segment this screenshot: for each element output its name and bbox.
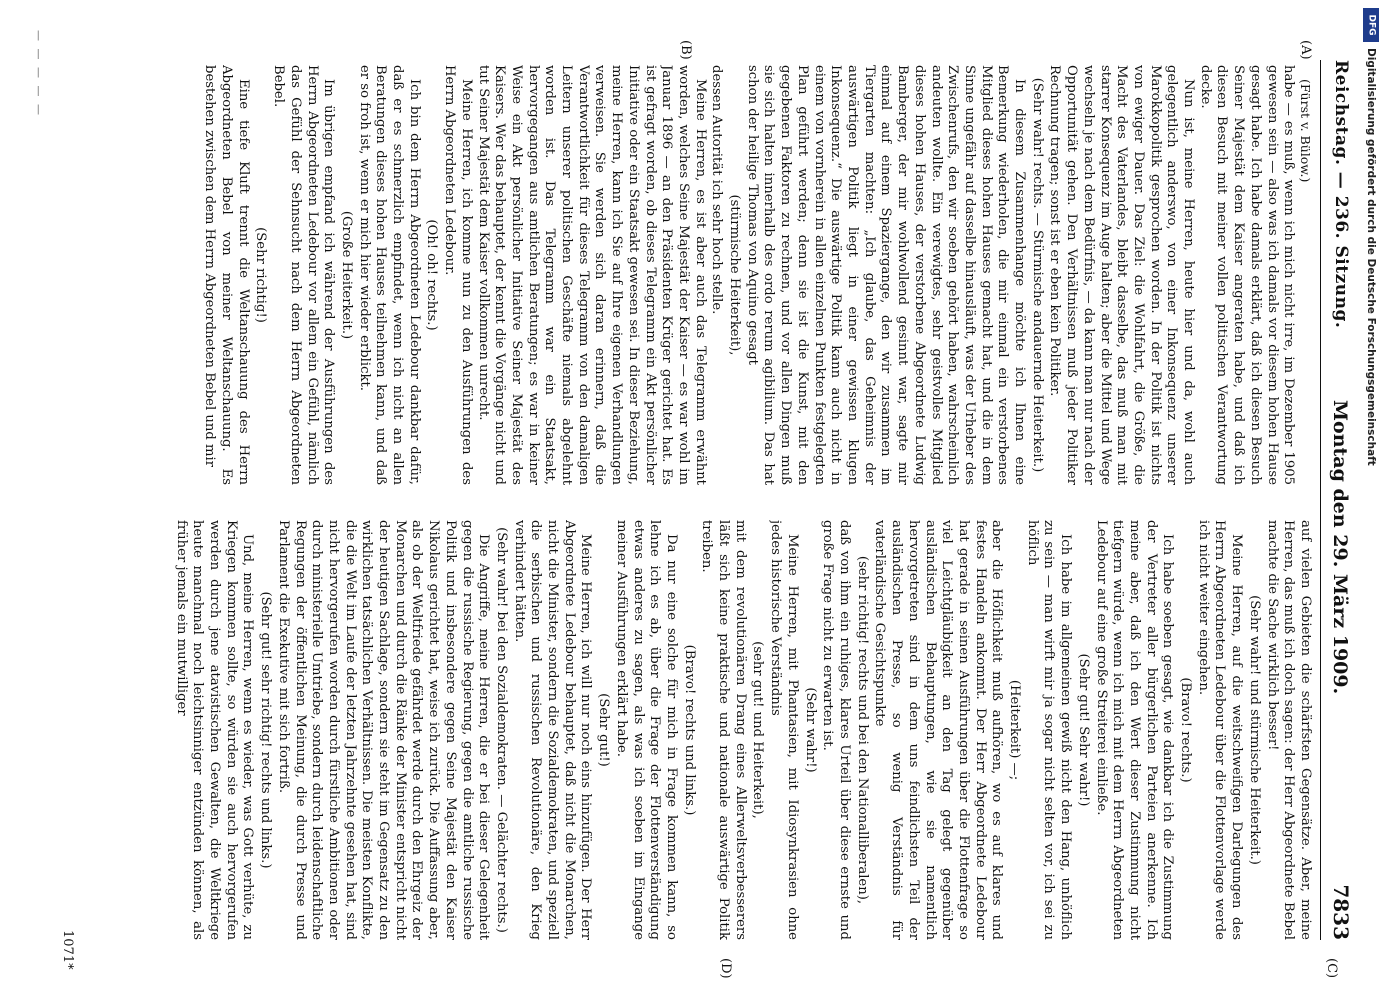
paragraph: Meine Herren, es ist aber auch das Telegramm erwähnt worden, welches Seine Majestät der Kaiser — es war wohl im Januar 1896 — an den Präsidenten Krüger gerichtet hat. Es ist gefragt worden, ob dieses Telegramm ein Akt persönlicher Initiative oder ein Staatsakt gewesen sei. In dieser Beziehung, meine Herren, kann ich Sie auf Ihre eigenen Verhandlungen verweisen. Sie werden sich daran erinnern, daß die Verantwortlichkeit für dieses Telegramm von den damaligen Leitern unserer politischen Geschäfte niemals abgelehnt worden ist. Das Telegramm war ein Staatsakt, hervorgegangen aus amtlichen Beratungen; es war in keiner Weise ein Akt persönlicher Initiative Seiner Majestät des Kaisers. Wer das behauptet, der kennt die Vorgänge nicht und tut Seiner Majestät dem Kaiser vollkommen unrecht. bbox=[475, 65, 708, 485]
paragraph: dessen Autorität ich sehr hoch stelle. bbox=[709, 65, 725, 315]
paragraph: aber die Höflichkeit muß aufhören, wo es auf klares und festes Handeln ankommt. Der Herr Abgeordnete Ledebour hat gerade in seinen Ausführungen über die Flottenfrage so viel Leichtgläubigkeit an den Tag gelegt gegenüber ausländischen Behauptungen, wie sie namentlich hervorgetreten sind in dem uns feindlichsten Teil der ausländischen Presse, so wenig Verständnis für vaterländische Gesichtspunkte bbox=[872, 520, 1005, 940]
digitization-notice bbox=[1363, 48, 1379, 708]
margin-marker-b: (B) bbox=[678, 40, 693, 60]
reaction: (Sehr gut! Sehr wahr!) bbox=[1075, 653, 1091, 807]
reaction: (Sehr richtig!) bbox=[253, 227, 269, 323]
paragraph: auf vielen Gebieten die schärfsten Gegensätze. Aber, meine Herren, das muß ich doch sagen: der Herr Abgeordnete Bebel machte die Sache wirklich besser! bbox=[1264, 520, 1313, 940]
page-header bbox=[1320, 60, 1355, 940]
paragraph: Meine Herren, ich komme nun zu den Ausführungen des Herrn Abgeordneten Ledebour. bbox=[442, 65, 474, 485]
margin-marker-d: (D) bbox=[718, 958, 733, 979]
paragraph: habe — es muß, wenn ich mich nicht irre, im Dezember 1905 gewesen sein — also was ich damals vor diesem hohen Hause gesagt habe. Ich habe damals erklärt, daß ich diesen Besuch Seiner Majestät dem Kaiser angeraten habe, und daß ich diesen Besuch mit meiner vollen politischen Verantwortung decke. bbox=[1197, 65, 1297, 485]
paragraph: Im übrigen empfand ich während der Ausführungen des Herrn Abgeordneten Ledebour vor allem ein Gefühl, nämlich das Gefühl der Sehnsucht nach dem Herrn Abgeordneten Bebel. bbox=[271, 65, 337, 485]
reaction: (Sehr wahr! rechts. — Stürmische andauernde Heiterkeit.) bbox=[1029, 77, 1045, 473]
reaction: (Sehr gut! sehr richtig! rechts und links.) bbox=[258, 591, 274, 869]
reaction: (Oh! oh! rechts.) bbox=[424, 219, 440, 331]
paragraph: Meine Herren, auf die weitschweifigen Darlegungen des Herrn Abgeordneten Ledebour über die Flottenvorlage werde ich nicht weiter eingehen. bbox=[1195, 520, 1245, 940]
reaction: (Sehr wahr! und stürmische Heiterkeit.) bbox=[1246, 595, 1262, 865]
reaction: (Heiterkeit) —; bbox=[1007, 679, 1023, 781]
reaction: (Große Heiterkeit.) bbox=[338, 210, 354, 340]
speaker-label: (Fürst v. Bülow.) bbox=[1298, 79, 1313, 183]
left-column bbox=[68, 65, 1313, 485]
paragraph: Da nur eine solche für mich in Frage kommen kann, so lehne ich es ab, über die Frage der Flottenverständigung etwas anderes zu sagen, als was ich soeben im Eingange meiner Ausführungen erklärt habe. bbox=[613, 520, 679, 940]
paragraph: Die Angriffe, meine Herren, die er bei dieser Gelegenheit gegen die russische Regierung, gegen die amtliche russische Politik und insbesondere gegen Seine Majestät den Kaiser Nikolaus gerichtet hat, weise ich zurück. Die Auffassung aber, als ob der Weltfriede gefährdet werde durch den Ehrgeiz der Monarchen und durch die Ränke der Minister entspricht nicht der heutigen Sachlage, sondern sie steht im Gegensatz zu den wirklichen tatsächlichen Verhältnissen. Die meisten Konflikte, die die Welt im Laufe der letzten Jahrzehnte gesehen hat, sind nicht hervorgerufen worden durch fürstliche Ambitionen oder durch ministerielle Umtriebe, sondern durch leidenschaftliche Regungen der öffentlichen Meinung, die durch Presse und Parlament die Exekutive mit sich fortriß. bbox=[275, 520, 492, 940]
notice-text: Digitalisierung gefördert durch die Deutsche Forschungsgemeinschaft bbox=[1365, 48, 1377, 466]
right-column bbox=[68, 520, 1313, 940]
page-number: 7833 bbox=[1329, 884, 1353, 940]
margin-marker-c: (C) bbox=[1324, 958, 1339, 979]
reaction: (sehr richtig! rechts und bei den Nationalliberalen), bbox=[854, 555, 870, 905]
reaction: (Sehr gut!) bbox=[596, 693, 612, 767]
reaction: (Bravo! rechts.) bbox=[1178, 677, 1194, 783]
header-date: Montag den 29. März 1909. bbox=[1329, 400, 1351, 695]
reaction: (Bravo! rechts und links.) bbox=[681, 644, 697, 816]
paragraph: mit dem revolutionären Drang eines Allerweltsverbesserers läßt sich keine praktische und nationale auswärtige Politik treiben. bbox=[699, 520, 748, 940]
paragraph: Ich habe im allgemeinen gewiß nicht den Hang, unhöflich zu sein — man wirft mir ja sogar nicht selten vor, ich sei zu höflich bbox=[1024, 520, 1074, 940]
dfg-logo-text: DFG bbox=[1366, 14, 1377, 36]
paragraph: daß von ihm ein ruhiges, klares Urteil über diese ernste und große Frage nicht zu erwarten ist. bbox=[820, 520, 853, 940]
paragraph: Ich bin dem Herrn Abgeordneten Ledebour dankbar dafür, daß er es schmerzlich empfindet, wenn ich nicht an allen Beratungen dieses hohen Hauses teilnehmen kann, und daß er so froh ist, wenn er mich hier wieder erblickt. bbox=[356, 65, 422, 485]
scan-dashes: — — — — — bbox=[32, 30, 45, 117]
header-left: Reichstag. — 236. Sitzung. bbox=[1331, 60, 1351, 329]
paragraph: Ich habe soeben gesagt, wie dankbar ich die Zustimmung der Vertreter aller bürgerlichen Parteien anerkenne. Ich meine aber, daß ich den Wert dieser Zustimmung nicht tiefgern würde, wenn ich mich mit dem Herrn Abgeordneten Ledebour auf eine große Streiterei einließe. bbox=[1093, 520, 1176, 940]
reaction: (sehr gut! und Heiterkeit), bbox=[750, 641, 766, 819]
paragraph: Meine Herren, mit Phantasien, mit Idiosynkrasien ohne jedes historische Verständnis bbox=[768, 520, 800, 940]
dfg-logo-icon bbox=[1363, 8, 1379, 42]
reaction: (Sehr wahr!) bbox=[802, 687, 818, 773]
reaction: (stürmische Heiterkeit), bbox=[727, 194, 743, 356]
paragraph: Und, meine Herren, wenn es wieder, was Gott verhüte, zu Kriegen kommen sollte, so würden sie auch hervorgerufen werden durch jene atavistischen Gewalten, die Weltkriege heute manchmal noch leichtsinniger entzünden können, als früher jemals ein mutwilliger bbox=[173, 520, 256, 940]
signature-mark: 1071* bbox=[60, 930, 75, 970]
reaction: (Sehr wahr! bei den Sozialdemokraten. — Gelächter rechts.) bbox=[493, 527, 509, 933]
margin-marker-a: (A) bbox=[1298, 40, 1313, 60]
paragraph: Nun ist, meine Herren, heute hier und da, wohl auch gelegentlich anderswo, von einer Inkonsequenz unserer Marokkopolitik gesprochen worden. In der Politik ist nichts von ewiger Dauer. Das Ziel: die Wohlfahrt, die Größe, die Macht des Vaterlandes, bleibt dasselbe, das muß man mit starrer Konsequenz im Auge halten; aber die Mittel und Wege wechseln je nach dem Bedürfnis, — da kann man nur nach der Opportunität gehen. Den Verhältnissen muß jeder Politiker Rechnung tragen; sonst ist er eben kein Politiker. bbox=[1047, 65, 1197, 485]
paragraph: Eine tiefe Kluft trennt die Weltanschauung des Herrn Abgeordneten Bebel von meiner Weltanschauung. Es bestehen zwischen dem Herrn Abgeordneten Bebel und mir bbox=[202, 65, 251, 485]
paragraph: In diesem Zusammenhange möchte ich Ihnen eine Bemerkung wiederholen, die mir einmal ein verstorbenes Mitglied dieses hohen Hauses gemacht hat, und die in dem Sinne ungefähr auf dasselbe hinausläuft, was der Urheber des Zwischenrufs, den wir soeben gehört haben, wahrscheinlich andeuten wollte. Ein verewigtes, sehr geistvolles Mitglied dieses hohen Hauses, der verstorbene Abgeordnete Ludwig Bamberger, der mir wohlwollend gesinnt war, sagte mir einmal auf einem Spaziergange, den wir zusammen im Tiergarten machten: „Ich glaube, das Geheimnis der auswärtigen Politik liegt in einer gewissen klugen Inkonsequenz.“ Die auswärtige Politik kann auch nicht in einem von vornherein in allen einzelnen Punkten festgelegten Plan geführt werden; denn sie ist die Kunst, mit den gegebenen Faktoren zu rechnen, und vor allen Dingen muß sie sich halten innerhalb des ordo rerum agibilium. Das hat schon der heilige Thomas von Aquino gesagt bbox=[744, 65, 1028, 485]
paragraph: Meine Herren, ich will nur noch eins hinzufügen. Der Herr Abgeordnete Ledebour behauptet, daß nicht die Monarchen, nicht die Minister, sondern die Sozialdemokraten, und speziell die serbischen und russischen Revolutionäre, den Krieg verhindert hätten. bbox=[511, 520, 594, 940]
